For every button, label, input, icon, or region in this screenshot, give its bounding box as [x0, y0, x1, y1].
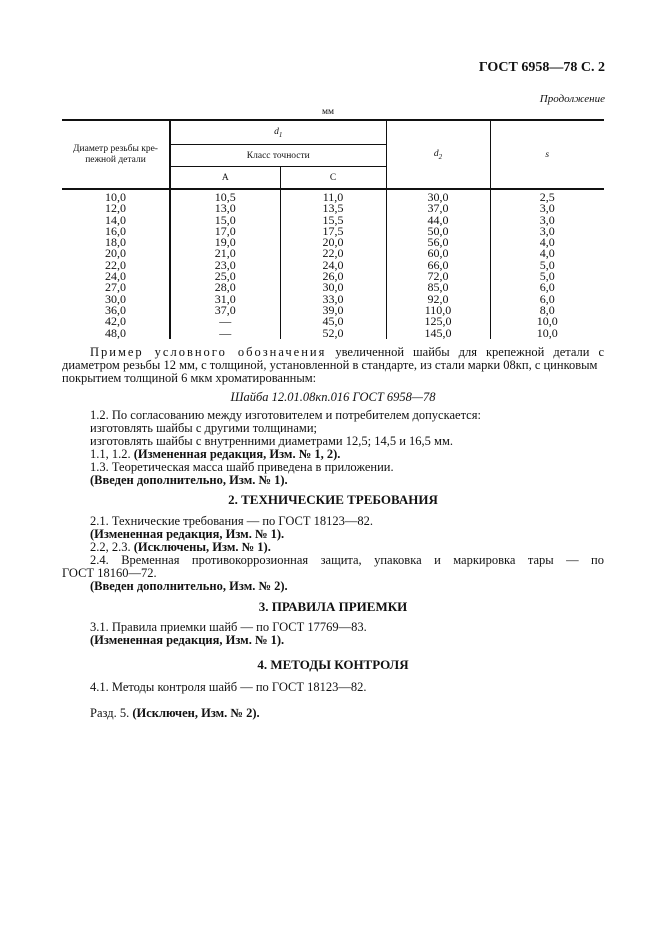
table-cell: 17,0: [170, 226, 280, 237]
table-cell: 21,0: [170, 248, 280, 259]
continuation-label: Продолжение: [539, 93, 605, 105]
units-label: мм: [322, 107, 335, 117]
table-cell: 72,0: [386, 271, 490, 282]
table-cell: 16,0: [62, 226, 170, 237]
table-cell: 12,0: [62, 203, 170, 214]
table-cell: 33,0: [280, 294, 386, 305]
table-cell: 25,0: [170, 271, 280, 282]
table-cell: 26,0: [280, 271, 386, 282]
table-cell: 30,0: [62, 294, 170, 305]
header-d1: $d_1$: [170, 120, 386, 145]
table-cell: —: [170, 328, 280, 339]
header-s: s: [490, 120, 604, 189]
table-cell: 24,0: [62, 271, 170, 282]
table-cell: 30,0: [280, 282, 386, 293]
table-cell: 10,0: [62, 189, 170, 203]
table-cell: 42,0: [62, 316, 170, 327]
page-header-title: ГОСТ 6958—78 С. 2: [478, 60, 605, 75]
table-cell: 10,5: [170, 189, 280, 203]
table-cell: 6,0: [490, 294, 604, 305]
table-cell: 18,0: [62, 237, 170, 248]
table-cell: 28,0: [170, 282, 280, 293]
header-class-a: А: [170, 167, 280, 190]
table-cell: —: [170, 316, 280, 327]
clause-1-3: 1.3. Теоретическая масса шайб приведена в приложении.: [90, 460, 394, 474]
table-cell: 145,0: [386, 328, 490, 339]
table-cell: 3,0: [490, 226, 604, 237]
table-cell: 20,0: [280, 237, 386, 248]
clause-1-1-note: 1.1, 1.2. (Измененная редакция, Изм. № 1, 2).: [90, 447, 341, 461]
clause-2-4-cont: ГОСТ 18160—72.: [62, 566, 157, 580]
table-cell: 85,0: [386, 282, 490, 293]
clause-3-1-note: (Измененная редакция, Изм. № 1).: [90, 633, 285, 647]
table-cell: 37,0: [170, 305, 280, 316]
table-cell: 20,0: [62, 248, 170, 259]
table-cell: 17,5: [280, 226, 386, 237]
example-designation: Шайба 12.01.08кп.016 ГОСТ 6958—78: [230, 390, 436, 404]
table-cell: 44,0: [386, 215, 490, 226]
clause-2-1: 2.1. Технические требования — по ГОСТ 18123—82.: [90, 514, 373, 528]
table-cell: 36,0: [62, 305, 170, 316]
table-cell: 23,0: [170, 260, 280, 271]
example-line-3: покрытием толщиной 6 мкм хроматированным:: [62, 371, 317, 385]
table-cell: 39,0: [280, 305, 386, 316]
table-cell: 125,0: [386, 316, 490, 327]
section-2-heading: 2. ТЕХНИЧЕСКИЕ ТРЕБОВАНИЯ: [228, 492, 438, 507]
table-cell: 50,0: [386, 226, 490, 237]
table-cell: 6,0: [490, 282, 604, 293]
header-d2: $d_2$: [386, 120, 490, 189]
header-accuracy-class: Класс точности: [170, 145, 386, 167]
table-cell: 22,0: [280, 248, 386, 259]
table-cell: 31,0: [170, 294, 280, 305]
table-cell: 92,0: [386, 294, 490, 305]
table-cell: 11,0: [280, 189, 386, 203]
table-cell: 8,0: [490, 305, 604, 316]
table-cell: 15,5: [280, 215, 386, 226]
table-cell: 10,0: [490, 328, 604, 339]
clause-1-2: 1.2. По согласованию между изготовителем и потребителем допускается:: [90, 408, 481, 422]
table-cell: 5,0: [490, 260, 604, 271]
table-cell: 19,0: [170, 237, 280, 248]
table-cell: 3,0: [490, 215, 604, 226]
example-line-2: диаметром резьбы 12 мм, с толщиной, установленной в стандарте, из стали марки 08кп, с цинковым: [62, 358, 598, 372]
table-cell: 66,0: [386, 260, 490, 271]
section-4-heading: 4. МЕТОДЫ КОНТРОЛЯ: [257, 657, 409, 672]
header-thread-diameter: Диаметр резьбы кре- пежной детали: [62, 120, 170, 189]
table-cell: 4,0: [490, 248, 604, 259]
table-cell: 14,0: [62, 215, 170, 226]
clause-1-3-note: (Введен дополнительно, Изм. № 1).: [90, 473, 288, 487]
table-cell: 10,0: [490, 316, 604, 327]
section-5-note: Разд. 5. (Исключен, Изм. № 2).: [90, 706, 260, 720]
clause-1-2-b: изготовлять шайбы с внутренними диаметрами 12,5; 14,5 и 16,5 мм.: [90, 434, 453, 448]
table-cell: 22,0: [62, 260, 170, 271]
table-cell: 110,0: [386, 305, 490, 316]
table-cell: 30,0: [386, 189, 490, 203]
table-cell: 52,0: [280, 328, 386, 339]
table-cell: 56,0: [386, 237, 490, 248]
table-cell: 13,5: [280, 203, 386, 214]
table-cell: 60,0: [386, 248, 490, 259]
table-cell: 2,5: [490, 189, 604, 203]
clause-2-4: 2.4. Временная противокоррозионная защита, упаковка и маркировка тары — по: [90, 553, 604, 567]
table-cell: 27,0: [62, 282, 170, 293]
section-3-heading: 3. ПРАВИЛА ПРИЕМКИ: [258, 599, 408, 614]
clause-1-2-a: изготовлять шайбы с другими толщинами;: [90, 421, 317, 435]
table-cell: 13,0: [170, 203, 280, 214]
table-cell: 45,0: [280, 316, 386, 327]
header-class-c: С: [280, 167, 386, 190]
table-cell: 5,0: [490, 271, 604, 282]
table-cell: 37,0: [386, 203, 490, 214]
table-row: [62, 328, 604, 339]
table-cell: 24,0: [280, 260, 386, 271]
clause-2-4-note: (Введен дополнительно, Изм. № 2).: [90, 579, 288, 593]
table-cell: 15,0: [170, 215, 280, 226]
clause-3-1: 3.1. Правила приемки шайб — по ГОСТ 17769—83.: [90, 620, 367, 634]
clause-2-1-note: (Измененная редакция, Изм. № 1).: [90, 527, 285, 541]
washer-dimensions-table: [62, 119, 604, 339]
table-cell: 3,0: [490, 203, 604, 214]
clause-4-1: 4.1. Методы контроля шайб — по ГОСТ 18123—82.: [90, 680, 367, 694]
example-line-1: Пример условного обозначения увеличенной шайбы для крепежной детали с: [90, 345, 604, 359]
table-cell: 4,0: [490, 237, 604, 248]
table-cell: 48,0: [62, 328, 170, 339]
clause-2-2: 2.2, 2.3. (Исключены, Изм. № 1).: [90, 540, 271, 554]
